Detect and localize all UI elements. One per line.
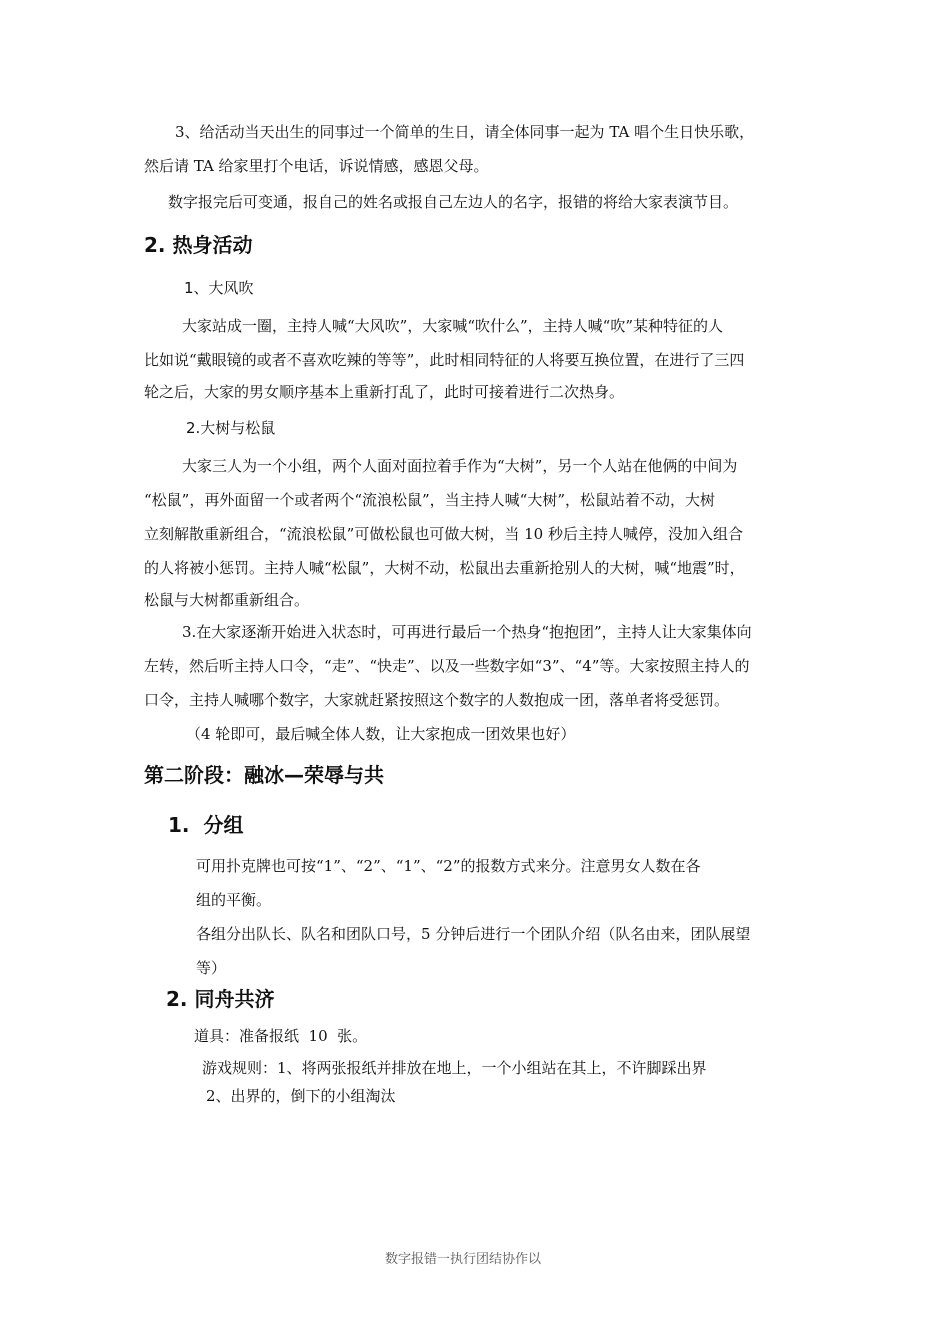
game3-line: 口令，主持人喊哪个数字，大家就赶紧按照这个数字的人数抱成一团，落单者将受惩罚。 — [144, 691, 730, 709]
game2-line: 立刻解散重新组合，“流浪松鼠”可做松鼠也可做大树，当 10 秒后主持人喊停，没加入组合 — [144, 525, 743, 543]
item3-line1: 3、给活动当天出生的同事过一个简单的生日，请全体同事一起为 TA 唱个生日快乐歌， — [175, 123, 755, 141]
game3-line: 左转，然后听主持人口令，“走”、“快走”、以及一些数字如“3”、“4”等。大家按照主持人的 — [144, 657, 750, 675]
game3-line: 3.在大家逐渐开始进入状态时，可再进行最后一个热身“抱抱团”，主持人让大家集体向 — [182, 623, 752, 641]
game1-line: 轮之后，大家的男女顺序基本上重新打乱了，此时可接着进行二次热身。 — [144, 383, 625, 401]
game2-line: 的人将被小惩罚。主持人喊“松鼠”，大树不动，松鼠出去重新抢别人的大树，喊“地震”时， — [144, 559, 745, 577]
page-footer: 数字报错一执行团结协作以 — [385, 1252, 542, 1267]
game2-line: 大家三人为一个小组，两个人面对面拉着手作为“大树”，另一个人站在他俩的中间为 — [182, 457, 738, 475]
variation-note: 数字报完后可变通，报自己的姓名或报自己左边人的名字，报错的将给大家表演节目。 — [168, 193, 739, 211]
rules-line-1: 游戏规则：1、将两张报纸并排放在地上，一个小组站在其上，不许脚踩出界 — [202, 1059, 707, 1077]
warmup-heading: 2. 热身活动 — [144, 233, 253, 257]
game1-title: 1、大风吹 — [184, 279, 254, 297]
game1-line: 大家站成一圈，主持人喊“大风吹”，大家喊“吹什么”，主持人喊“吹”某种特征的人 — [182, 317, 724, 335]
game2-line: “松鼠”，再外面留一个或者两个“流浪松鼠”，当主持人喊“大树”，松鼠站着不动，大树 — [144, 491, 716, 509]
warmup-note: （4 轮即可，最后喊全体人数，让大家抱成一团效果也好） — [186, 725, 576, 743]
item3-line2: 然后请 TA 给家里打个电话，诉说情感，感恩父母。 — [144, 157, 489, 175]
stage2-heading: 第二阶段：融冰—荣辱与共 — [144, 763, 384, 787]
grouping-line: 可用扑克牌也可按“1”、“2”、“1”、“2”的报数方式来分。注意男女人数在各 — [196, 857, 701, 875]
boat-heading: 2. 同舟共济 — [166, 987, 275, 1011]
props-line: 道具：准备报纸 10 张。 — [194, 1027, 368, 1045]
game2-line: 松鼠与大树都重新组合。 — [144, 591, 310, 609]
game2-title: 2.大树与松鼠 — [186, 419, 276, 437]
game1-line: 比如说“戴眼镜的或者不喜欢吃辣的等等”，此时相同特征的人将要互换位置，在进行了三四 — [144, 351, 745, 369]
rules-line-2: 2、出界的，倒下的小组淘汰 — [206, 1087, 396, 1105]
grouping-line: 组的平衡。 — [196, 891, 272, 909]
grouping-line: 各组分出队长、队名和团队口号，5 分钟后进行一个团队介绍（队名由来，团队展望 — [196, 925, 751, 943]
grouping-line: 等） — [196, 959, 227, 977]
grouping-heading: 1. 分组 — [168, 813, 244, 837]
